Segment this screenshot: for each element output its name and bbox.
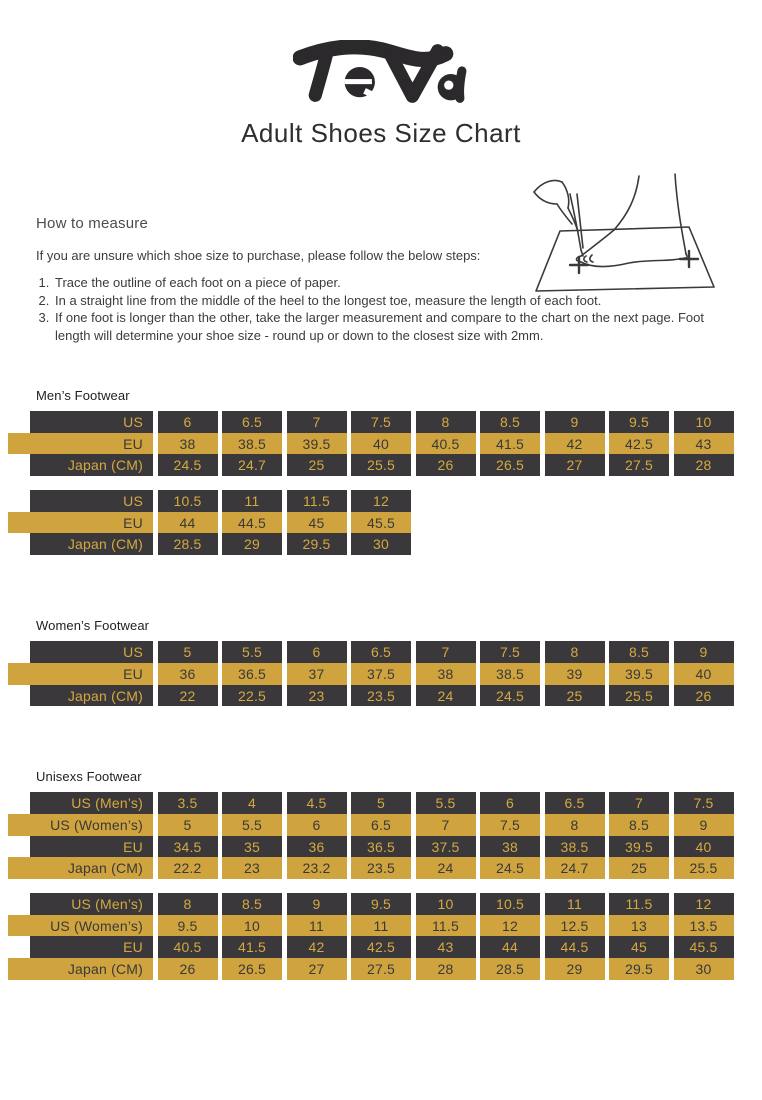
size-cell: 9.5: [158, 915, 218, 937]
size-cell: 44: [158, 512, 218, 534]
table-row: [30, 641, 762, 663]
measure-step: 2. In a straight line from the middle of the heel to the longest toe, measure the length of each foot.: [53, 292, 726, 310]
size-cell: 45.5: [351, 512, 411, 534]
size-cell: 6: [158, 411, 218, 433]
size-cell: 11.5: [416, 915, 476, 937]
size-cell: 10: [222, 915, 282, 937]
size-table: [8, 411, 762, 476]
size-cell: 40: [674, 836, 734, 858]
size-cell: 27: [545, 454, 605, 476]
size-cell: 44.5: [222, 512, 282, 534]
size-cell: 23.2: [287, 857, 347, 879]
table-row: [30, 533, 762, 555]
size-cell: 25.5: [674, 857, 734, 879]
size-cell: 28.5: [158, 533, 218, 555]
size-cell: 42: [287, 936, 347, 958]
row-label: EU: [8, 512, 153, 534]
table-row: [30, 792, 762, 814]
page-title: Adult Shoes Size Chart: [241, 118, 521, 148]
row-label: Japan (CM): [8, 857, 153, 879]
size-cell: 13.5: [674, 915, 734, 937]
size-cell: 22: [158, 685, 218, 707]
size-cell: 39.5: [609, 836, 669, 858]
row-label: US: [30, 641, 153, 663]
size-cell: 41.5: [222, 936, 282, 958]
table-row: [30, 685, 762, 707]
letter-e: [345, 67, 377, 99]
table-row: [8, 857, 762, 879]
row-label: US: [30, 490, 153, 512]
size-cell: 7: [287, 411, 347, 433]
size-cell: 37: [287, 663, 347, 685]
size-cell: 29: [222, 533, 282, 555]
size-cell: 24.7: [545, 857, 605, 879]
size-cell: 8.5: [480, 411, 540, 433]
size-cell: 29.5: [609, 958, 669, 980]
section-title: Men’s Footwear: [36, 388, 130, 403]
table-row: [30, 411, 762, 433]
how-to-measure-heading: How to measure: [36, 215, 149, 232]
row-label: US: [30, 411, 153, 433]
size-cell: 40: [351, 433, 411, 455]
size-cell: 42.5: [609, 433, 669, 455]
size-cell: 25: [545, 685, 605, 707]
size-cell: 23.5: [351, 685, 411, 707]
size-cell: 43: [416, 936, 476, 958]
size-chart-sections: [8, 388, 762, 980]
size-cell: 23: [287, 685, 347, 707]
size-cell: 6: [287, 641, 347, 663]
row-label: EU: [30, 936, 153, 958]
measure-step: 3. If one foot is longer than the other, take the larger measurement and compare to the chart on the next page. Foot length will determine your shoe size - round up or down to the closest size with 2mm.: [53, 309, 726, 344]
size-cell: 5.5: [222, 641, 282, 663]
size-cell: 10: [674, 411, 734, 433]
section-title: Unisexs Footwear: [36, 769, 142, 785]
size-cell: 10: [416, 893, 476, 915]
size-cell: 7.5: [351, 411, 411, 433]
measure-step: 1. Trace the outline of each foot on a piece of paper.: [53, 274, 726, 292]
size-section: [8, 388, 762, 555]
table-row: [8, 512, 762, 534]
row-label: US (Women’s): [8, 814, 153, 836]
size-cell: 26.5: [222, 958, 282, 980]
size-cell: 7: [609, 792, 669, 814]
row-label: Japan (CM): [8, 958, 153, 980]
row-label: EU: [8, 433, 153, 455]
size-table: [8, 893, 762, 980]
size-table: [8, 641, 762, 706]
table-row: [8, 958, 762, 980]
size-cell: 7.5: [480, 641, 540, 663]
size-cell: 9: [674, 814, 734, 836]
size-cell: 27: [287, 958, 347, 980]
size-cell: 5: [158, 814, 218, 836]
size-cell: 5.5: [222, 814, 282, 836]
size-cell: 11.5: [609, 893, 669, 915]
size-cell: 8.5: [609, 641, 669, 663]
size-cell: 29: [545, 958, 605, 980]
size-cell: 8.5: [609, 814, 669, 836]
size-cell: 9: [545, 411, 605, 433]
size-cell: 22.5: [222, 685, 282, 707]
size-cell: 25: [609, 857, 669, 879]
row-label: US (Women’s): [8, 915, 153, 937]
size-cell: 9.5: [609, 411, 669, 433]
size-cell: 8.5: [222, 893, 282, 915]
section-title: Women’s Footwear: [36, 618, 150, 634]
size-cell: 25.5: [351, 454, 411, 476]
size-cell: 11: [287, 915, 347, 937]
size-cell: 11: [351, 915, 411, 937]
row-label: Japan (CM): [30, 685, 153, 707]
size-cell: 25.5: [609, 685, 669, 707]
size-cell: 12: [351, 490, 411, 512]
size-table: [8, 792, 762, 879]
size-cell: 40: [674, 663, 734, 685]
size-cell: 8: [545, 814, 605, 836]
size-cell: 38.5: [545, 836, 605, 858]
size-cell: 44.5: [545, 936, 605, 958]
letter-a: [438, 71, 464, 100]
table-row: [8, 814, 762, 836]
table-row: [30, 836, 762, 858]
size-cell: 4: [222, 792, 282, 814]
size-cell: 4.5: [287, 792, 347, 814]
table-row: [30, 490, 762, 512]
size-cell: 36.5: [222, 663, 282, 685]
size-cell: 30: [351, 533, 411, 555]
size-cell: 38: [416, 663, 476, 685]
size-cell: 7.5: [480, 814, 540, 836]
size-cell: 11: [545, 893, 605, 915]
row-label: Japan (CM): [30, 454, 153, 476]
size-cell: 22.2: [158, 857, 218, 879]
size-cell: 38: [158, 433, 218, 455]
table-row: [30, 936, 762, 958]
size-cell: 36.5: [351, 836, 411, 858]
size-cell: 6: [287, 814, 347, 836]
row-label: EU: [8, 663, 153, 685]
table-row: [8, 663, 762, 685]
size-cell: 37.5: [351, 663, 411, 685]
size-cell: 29.5: [287, 533, 347, 555]
size-cell: 28: [416, 958, 476, 980]
how-to-measure-intro: If you are unsure which shoe size to purchase, please follow the below steps:: [36, 248, 481, 263]
size-cell: 24.5: [480, 857, 540, 879]
teva-logo-icon: [293, 40, 469, 104]
row-label: US (Men’s): [30, 893, 153, 915]
size-cell: 5: [351, 792, 411, 814]
size-cell: 42.5: [351, 936, 411, 958]
size-cell: 42: [545, 433, 605, 455]
table-row: [30, 454, 762, 476]
size-cell: 26: [158, 958, 218, 980]
size-cell: 45: [609, 936, 669, 958]
size-cell: 37.5: [416, 836, 476, 858]
size-cell: 3.5: [158, 792, 218, 814]
size-cell: 12.5: [545, 915, 605, 937]
size-cell: 12: [480, 915, 540, 937]
size-section: [8, 618, 762, 706]
size-cell: 7: [416, 814, 476, 836]
size-cell: 24: [416, 685, 476, 707]
size-cell: 23: [222, 857, 282, 879]
size-cell: 6.5: [351, 814, 411, 836]
size-cell: 39: [545, 663, 605, 685]
size-cell: 24: [416, 857, 476, 879]
size-cell: 28.5: [480, 958, 540, 980]
size-cell: 45: [287, 512, 347, 534]
size-cell: 10.5: [158, 490, 218, 512]
size-cell: 13: [609, 915, 669, 937]
size-cell: 5: [158, 641, 218, 663]
size-cell: 6.5: [545, 792, 605, 814]
size-cell: 5.5: [416, 792, 476, 814]
size-cell: 35: [222, 836, 282, 858]
size-cell: 26: [674, 685, 734, 707]
size-cell: 44: [480, 936, 540, 958]
size-cell: 41.5: [480, 433, 540, 455]
size-section: [8, 769, 762, 980]
size-cell: 9: [674, 641, 734, 663]
size-cell: 26.5: [480, 454, 540, 476]
size-table: [8, 490, 762, 555]
teva-logo: [293, 40, 469, 104]
size-cell: 26: [416, 454, 476, 476]
size-cell: 34.5: [158, 836, 218, 858]
size-cell: 12: [674, 893, 734, 915]
size-cell: 8: [158, 893, 218, 915]
row-label: EU: [30, 836, 153, 858]
table-row: [8, 433, 762, 455]
table-row: [30, 893, 762, 915]
size-cell: 6.5: [222, 411, 282, 433]
size-cell: 25: [287, 454, 347, 476]
size-cell: 30: [674, 958, 734, 980]
row-label: Japan (CM): [30, 533, 153, 555]
size-cell: 7.5: [674, 792, 734, 814]
size-cell: 43: [674, 433, 734, 455]
size-cell: 9.5: [351, 893, 411, 915]
size-cell: 27.5: [609, 454, 669, 476]
size-cell: 7: [416, 641, 476, 663]
size-cell: 10.5: [480, 893, 540, 915]
size-cell: 28: [674, 454, 734, 476]
size-cell: 45.5: [674, 936, 734, 958]
size-cell: 38.5: [480, 663, 540, 685]
size-cell: 40.5: [416, 433, 476, 455]
table-row: [8, 915, 762, 937]
size-cell: 39.5: [287, 433, 347, 455]
size-cell: 38: [480, 836, 540, 858]
size-cell: 40.5: [158, 936, 218, 958]
size-cell: 36: [287, 836, 347, 858]
row-label: US (Men’s): [30, 792, 153, 814]
size-cell: 39.5: [609, 663, 669, 685]
size-cell: 8: [416, 411, 476, 433]
size-cell: 11: [222, 490, 282, 512]
size-cell: 24.5: [158, 454, 218, 476]
size-cell: 24.7: [222, 454, 282, 476]
size-cell: 27.5: [351, 958, 411, 980]
size-cell: 38.5: [222, 433, 282, 455]
size-cell: 6: [480, 792, 540, 814]
size-cell: 36: [158, 663, 218, 685]
foot-measure-illustration: [526, 170, 746, 300]
size-cell: 23.5: [351, 857, 411, 879]
size-cell: 9: [287, 893, 347, 915]
size-cell: 24.5: [480, 685, 540, 707]
size-cell: 6.5: [351, 641, 411, 663]
size-cell: 11.5: [287, 490, 347, 512]
size-cell: 8: [545, 641, 605, 663]
